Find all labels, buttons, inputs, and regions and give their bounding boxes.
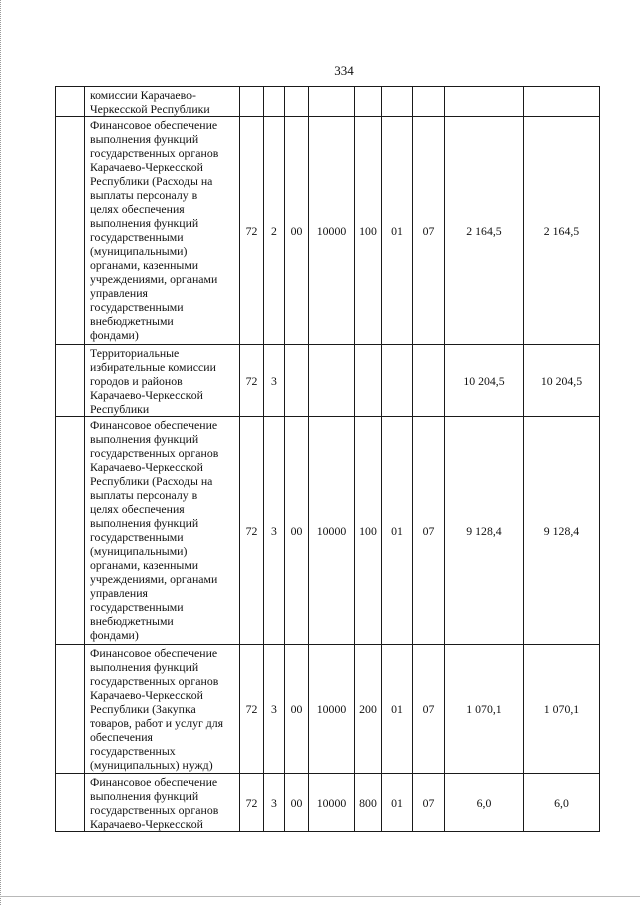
cell-gr: 72	[240, 345, 264, 417]
description-line: выплаты персоналу в	[90, 188, 198, 202]
description-line: выполнения функций	[90, 516, 199, 530]
description-line: Территориальные	[90, 346, 180, 360]
description-line: товаров, работ и услуг для	[90, 716, 224, 730]
description-line: государственными	[90, 230, 184, 244]
cell-csr: 10000	[309, 417, 355, 645]
description-line: учреждениями, органами	[90, 272, 218, 286]
cell-k2: 07	[413, 417, 445, 645]
description-line: выполнения функций	[90, 660, 199, 674]
cell-k2	[413, 345, 445, 417]
description-line: целях обеспечения	[90, 502, 185, 516]
description-line: (муниципальными)	[90, 544, 188, 558]
page-number: 334	[334, 63, 354, 78]
cell-sum2: 2 164,5	[524, 117, 600, 345]
cell-pr: 00	[285, 645, 309, 774]
description-line: государственными	[90, 530, 184, 544]
cell-vr: 200	[355, 645, 382, 774]
table-row	[56, 645, 600, 774]
table-row	[56, 87, 600, 117]
description-line: Карачаево-Черкесской	[90, 388, 203, 402]
description-line: Карачаево-Черкесской	[90, 160, 203, 174]
cell-k1: 01	[382, 774, 413, 832]
description-line: выполнения функций	[90, 132, 199, 146]
description-line: управления	[90, 286, 148, 300]
cell-vr: 800	[355, 774, 382, 832]
row-blank-cell	[56, 117, 85, 345]
description-line: Финансовое обеспечение	[90, 646, 218, 660]
description-line: Карачаево-Черкесской	[90, 460, 203, 474]
table-row	[56, 774, 600, 832]
row-description	[85, 345, 240, 417]
cell-sum1	[445, 87, 524, 117]
description-line: фондами)	[90, 328, 139, 342]
cell-gr: 72	[240, 645, 264, 774]
description-line: Республики	[90, 402, 150, 416]
bottom-rule	[0, 896, 640, 897]
description-line: Карачаево-Черкесской	[90, 688, 203, 702]
cell-sum2	[524, 87, 600, 117]
description-line: городов и районов	[90, 374, 183, 388]
row-description	[85, 774, 240, 832]
description-line: выполнения функций	[90, 216, 199, 230]
cell-gr	[240, 87, 264, 117]
cell-pr: 00	[285, 117, 309, 345]
description-line: органами, казенными	[90, 558, 199, 572]
row-blank-cell	[56, 417, 85, 645]
description-line: Черкесской Республики	[90, 102, 210, 116]
description-line: Финансовое обеспечение	[90, 418, 218, 432]
description-line: (муниципальными)	[90, 244, 188, 258]
description-line: фондами)	[90, 628, 139, 642]
table-row	[56, 417, 600, 645]
cell-sum2: 1 070,1	[524, 645, 600, 774]
cell-k2: 07	[413, 117, 445, 345]
cell-rz: 3	[264, 774, 285, 832]
description-line: целях обеспечения	[90, 202, 185, 216]
cell-sum2: 6,0	[524, 774, 600, 832]
cell-sum2: 9 128,4	[524, 417, 600, 645]
row-blank-cell	[56, 645, 85, 774]
description-line: Финансовое обеспечение	[90, 775, 218, 789]
cell-sum1: 10 204,5	[445, 345, 524, 417]
description-line: выплаты персоналу в	[90, 488, 198, 502]
description-line: государственных	[90, 744, 176, 758]
cell-gr: 72	[240, 417, 264, 645]
description-line: Республики (Расходы на	[90, 174, 213, 188]
description-line: государственных органов	[90, 146, 219, 160]
description-line: Республики (Закупка	[90, 702, 196, 716]
description-line: Карачаево-Черкесской	[90, 817, 203, 831]
cell-vr	[355, 87, 382, 117]
description-line: выполнения функций	[90, 432, 199, 446]
cell-rz	[264, 87, 285, 117]
table-row	[56, 345, 600, 417]
row-blank-cell	[56, 87, 85, 117]
description-line: комиссии Карачаево-	[90, 88, 196, 102]
row-description	[85, 87, 240, 117]
cell-rz: 3	[264, 645, 285, 774]
cell-csr: 10000	[309, 117, 355, 345]
cell-sum2: 10 204,5	[524, 345, 600, 417]
description-line: государственными	[90, 600, 184, 614]
cell-pr: 00	[285, 417, 309, 645]
row-description	[85, 117, 240, 345]
cell-sum1: 2 164,5	[445, 117, 524, 345]
description-line: государственными	[90, 300, 184, 314]
description-line: избирательные комиссии	[90, 360, 216, 374]
description-line: государственных органов	[90, 674, 219, 688]
budget-table	[55, 86, 600, 832]
description-line: государственных органов	[90, 446, 219, 460]
description-line: внебюджетными	[90, 614, 174, 628]
cell-vr: 100	[355, 117, 382, 345]
description-line: внебюджетными	[90, 314, 174, 328]
cell-csr	[309, 87, 355, 117]
row-blank-cell	[56, 774, 85, 832]
cell-k1: 01	[382, 117, 413, 345]
cell-csr: 10000	[309, 774, 355, 832]
cell-k1	[382, 87, 413, 117]
cell-k2: 07	[413, 774, 445, 832]
cell-k1: 01	[382, 645, 413, 774]
row-description	[85, 417, 240, 645]
cell-sum1: 9 128,4	[445, 417, 524, 645]
description-line: Республики (Расходы на	[90, 474, 213, 488]
cell-pr	[285, 87, 309, 117]
cell-gr: 72	[240, 117, 264, 345]
cell-k1: 01	[382, 417, 413, 645]
row-description	[85, 645, 240, 774]
description-line: обеспечения	[90, 730, 153, 744]
description-line: (муниципальных) нужд)	[90, 758, 213, 772]
description-line: управления	[90, 586, 148, 600]
cell-pr: 00	[285, 774, 309, 832]
cell-k2	[413, 87, 445, 117]
row-blank-cell	[56, 345, 85, 417]
cell-pr	[285, 345, 309, 417]
cell-sum1: 6,0	[445, 774, 524, 832]
cell-rz: 3	[264, 345, 285, 417]
cell-vr: 100	[355, 417, 382, 645]
cell-k1	[382, 345, 413, 417]
cell-k2: 07	[413, 645, 445, 774]
cell-vr	[355, 345, 382, 417]
cell-gr: 72	[240, 774, 264, 832]
description-line: учреждениями, органами	[90, 572, 218, 586]
description-line: государственных органов	[90, 803, 219, 817]
cell-rz: 2	[264, 117, 285, 345]
cell-rz: 3	[264, 417, 285, 645]
cell-csr: 10000	[309, 645, 355, 774]
description-line: органами, казенными	[90, 258, 199, 272]
cell-csr	[309, 345, 355, 417]
scan-edge	[0, 0, 3, 905]
description-line: Финансовое обеспечение	[90, 118, 218, 132]
cell-sum1: 1 070,1	[445, 645, 524, 774]
table-row	[56, 117, 600, 345]
description-line: выполнения функций	[90, 789, 199, 803]
